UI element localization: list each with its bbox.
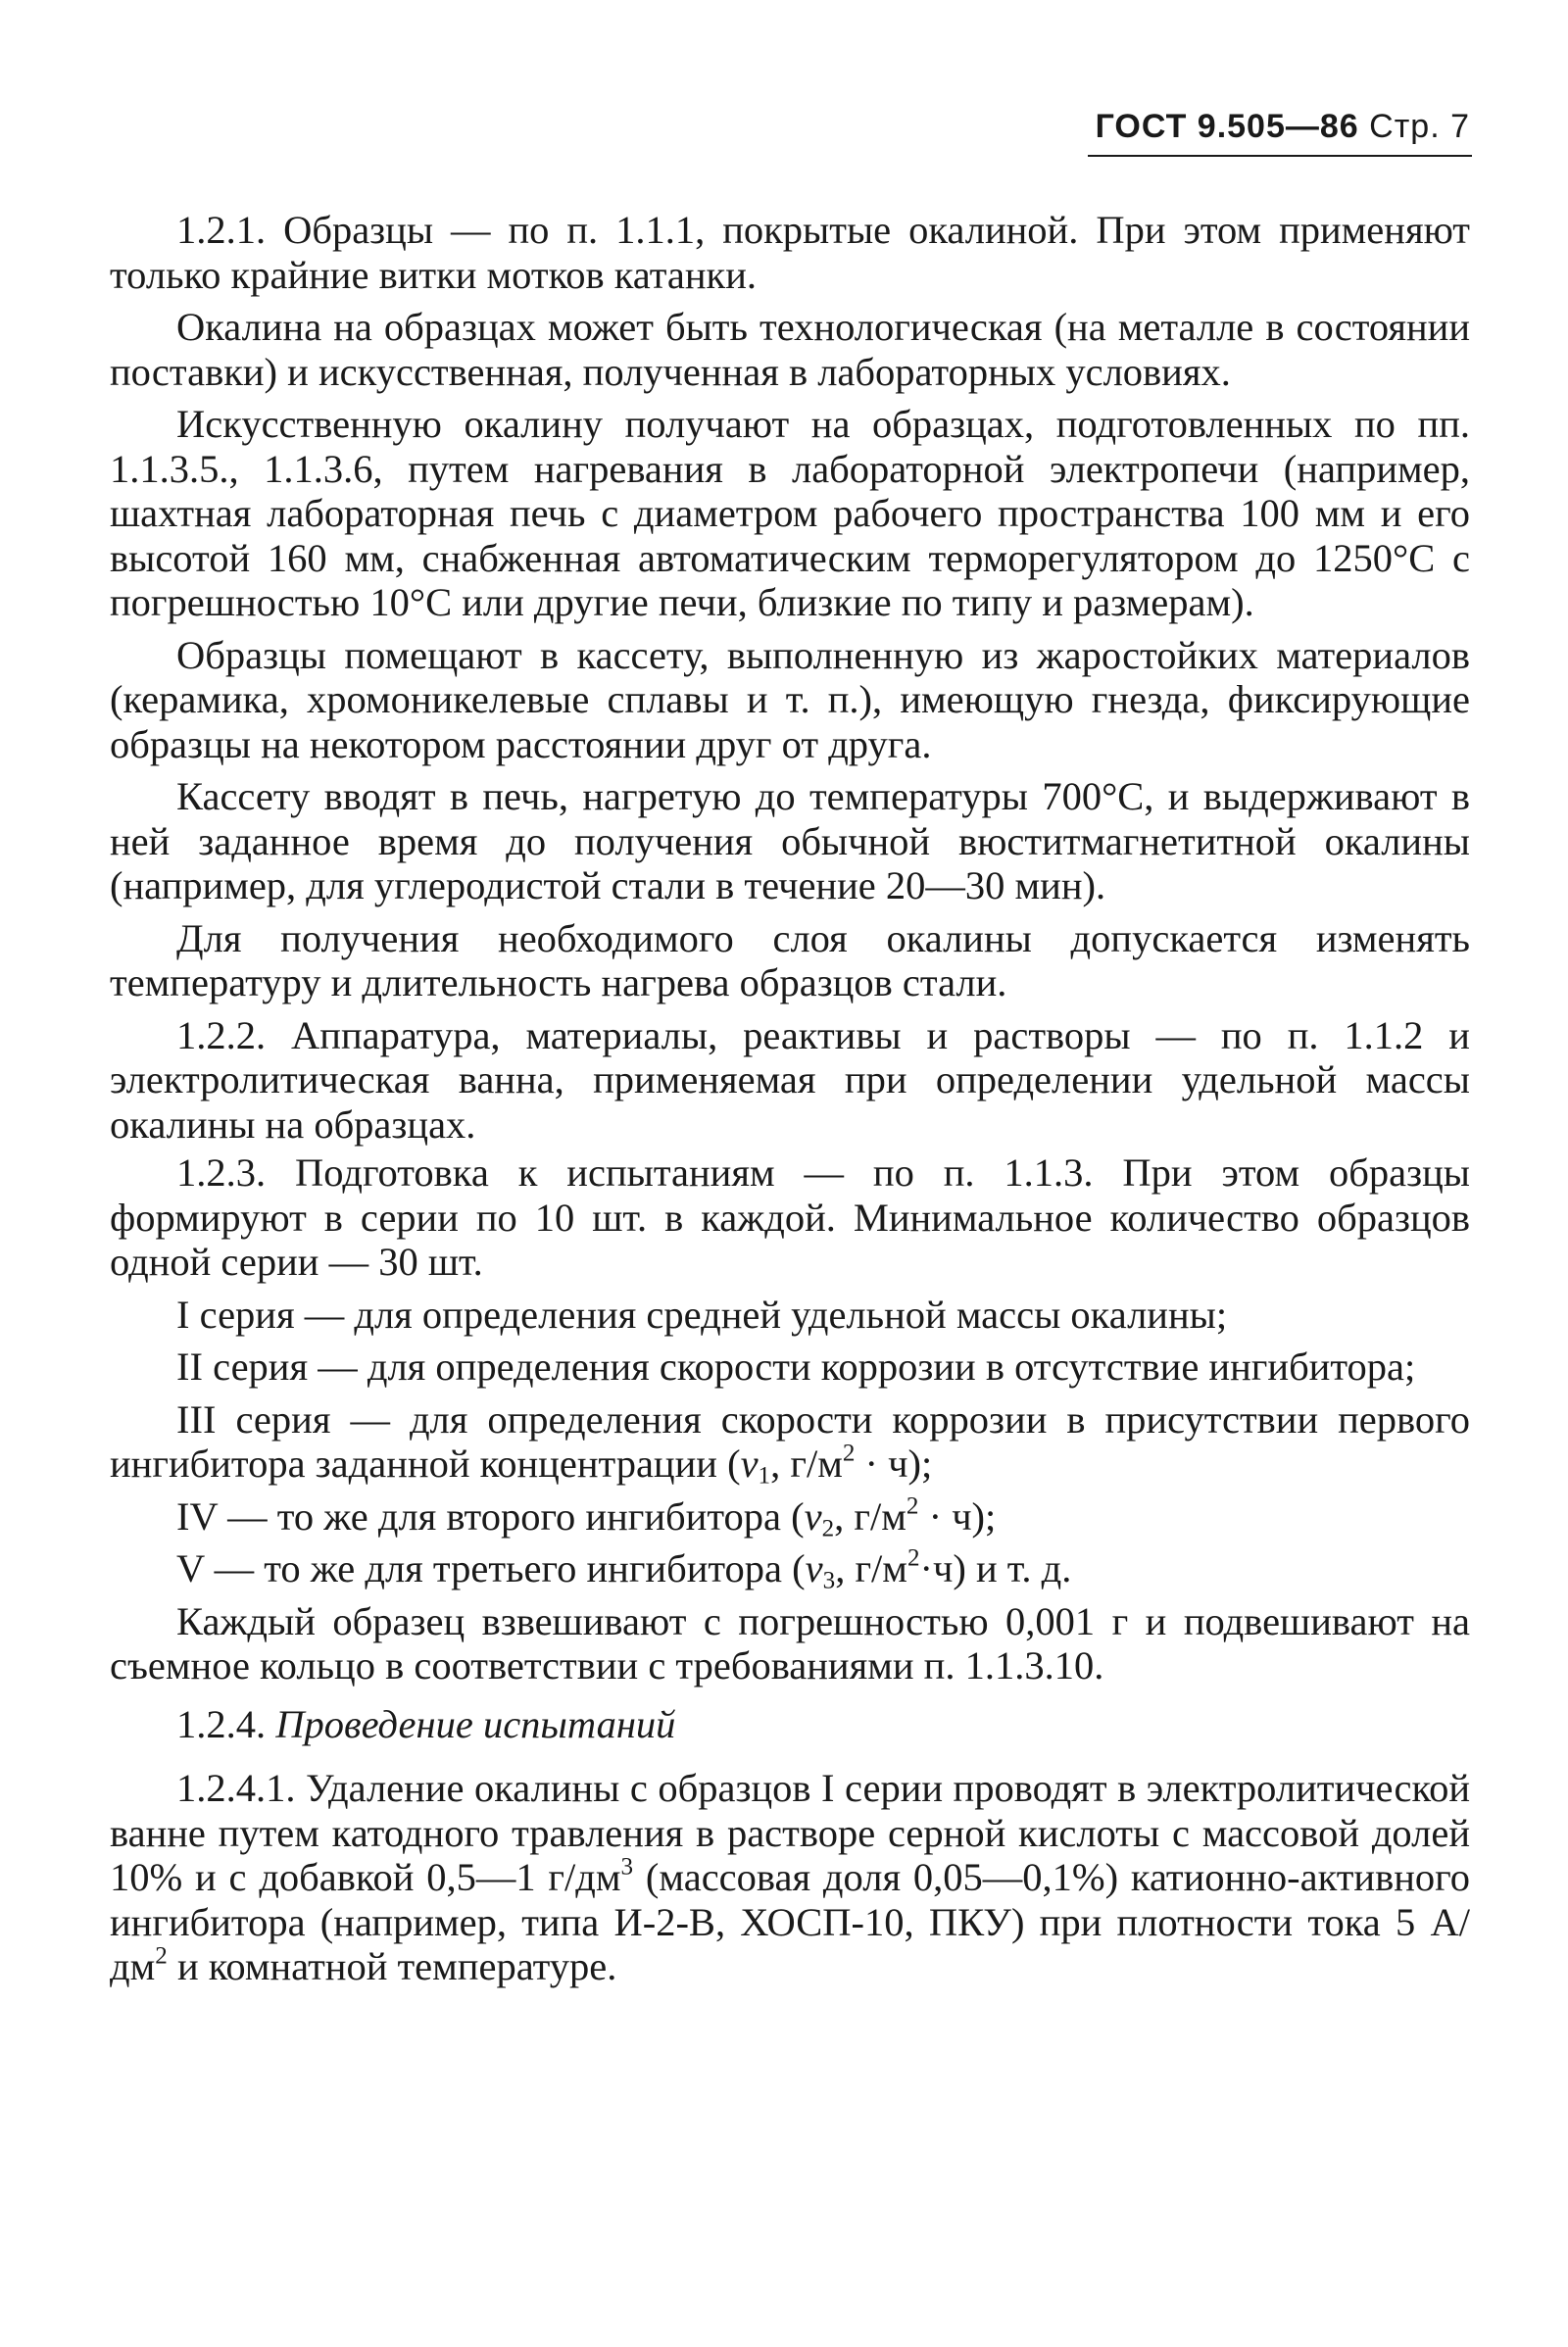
- paragraph-furnace: Кассету вводят в печь, нагретую до температуры 700°С, и выдерживают в ней заданное время до получения обычной вюститмагнетитной окалины (например, для углеродистой стали в течение 20—30 мин).: [110, 774, 1470, 907]
- descaling-sup-1: 3: [620, 1853, 634, 1881]
- paragraph-scale-types: Окалина на образцах может быть технологическая (на металле в состоянии поставки) и искусственная, полученная в лабораторных условиях.: [110, 305, 1470, 394]
- descaling-text-c: и комнатной температуре.: [167, 1944, 617, 1988]
- series-3-sub: 1: [758, 1462, 771, 1490]
- series-5-sub: 3: [822, 1567, 836, 1594]
- descaling-text-b: (массовая доля 0,05—0,1%) катионно-активного ингибитора (например, типа И-2-В, ХОСП-10, ПКУ) при плотности тока 5 А/дм: [110, 1855, 1470, 1988]
- series-3-sup: 2: [842, 1440, 856, 1467]
- series-5-text: V — то же для третьего ингибитора (: [176, 1546, 806, 1590]
- paragraph-1-2-1: 1.2.1. Образцы — по п. 1.1.1, покрытые окалиной. При этом применяют только крайние витки мотков катанки.: [110, 208, 1470, 297]
- series-4-var: v: [804, 1493, 822, 1539]
- series-1-item: I серия — для определения средней удельной массы окалины;: [176, 1292, 1228, 1337]
- paragraph-1-2-4-1: [110, 1766, 1470, 1989]
- section-title: Проведение испытаний: [275, 1701, 676, 1746]
- paragraph-scale-layer: Для получения необходимого слоя окалины допускается изменять температуру и длительность нагрева образцов стали.: [110, 915, 1470, 1004]
- series-3-unit: , г/м: [770, 1442, 843, 1486]
- header-rule: [1088, 155, 1472, 157]
- series-4-sup: 2: [906, 1492, 919, 1520]
- standard-number: ГОСТ 9.505—86: [1095, 108, 1359, 145]
- paragraph-weighing: Каждый образец взвешивают с погрешностью 0,001 г и подвешивают на съемное кольцо в соответствии с требованиями п. 1.1.3.10.: [110, 1598, 1470, 1687]
- series-4-end: · ч);: [918, 1493, 997, 1539]
- series-4-item: [110, 1494, 1470, 1540]
- series-4-unit: , г/м: [834, 1493, 906, 1539]
- page-number: Стр. 7: [1369, 108, 1470, 145]
- paragraph-1-2-3: 1.2.3. Подготовка к испытаниям — по п. 1.1.3. При этом образцы формируют в серии по 10 шт. в каждой. Минимальное количество образцов одной серии — 30 шт.: [110, 1150, 1470, 1284]
- section-number: 1.2.4.: [176, 1701, 276, 1746]
- series-3-end: · ч);: [855, 1442, 933, 1486]
- series-4-text: IV — то же для второго ингибитора (: [176, 1493, 805, 1539]
- paragraph-1-2-2: 1.2.2. Аппаратура, материалы, реактивы и растворы — по п. 1.1.2 и электролитическая ванна, применяемая при определении удельной массы окалины на образцах.: [110, 1012, 1470, 1147]
- series-5-sup: 2: [906, 1544, 920, 1572]
- series-5-end: ·ч) и т. д.: [919, 1546, 1072, 1590]
- series-5-item: [110, 1544, 1470, 1594]
- series-3-text: III серия — для определения скорости коррозии в присутствии первого ингибитора заданной концентрации (: [110, 1396, 1470, 1486]
- paragraph-artificial-scale: Искусственную окалину получают на образцах, подготовленных по пп. 1.1.3.5., 1.1.3.6, путем нагревания в лабораторной электропечи (например, шахтная лабораторная печь с диаметром рабочего пространства 100 мм и его высотой 160 мм, снабженная автоматическим терморегулятором до 1250°С с погрешностью 10°С или другие печи, близкие по типу и размерам).: [110, 402, 1470, 624]
- section-heading-1-2-4: [110, 1702, 1470, 1747]
- descaling-sup-2: 2: [155, 1942, 168, 1970]
- body-text: [110, 208, 1470, 1997]
- series-4-sub: 2: [821, 1514, 835, 1541]
- series-5-unit: , г/м: [835, 1546, 907, 1590]
- page-header: [1096, 108, 1470, 146]
- series-3-item: [110, 1396, 1470, 1490]
- paragraph-cassette: Образцы помещают в кассету, выполненную из жаростойких материалов (керамика, хромоникелевые сплавы и т. п.), имеющую гнезда, фиксирующие образцы на некотором расстоянии друг от друга.: [110, 632, 1470, 766]
- series-2-item: II серия — для определения скорости коррозии в отсутствие ингибитора;: [176, 1345, 1416, 1389]
- series-5-var: v: [805, 1546, 823, 1590]
- descaling-text-a: 1.2.4.1. Удаление окалины с образцов I серии проводят в электролитической ванне путем катодного травления в растворе серной кислоты с массовой долей 10% и с добавкой 0,5—1 г/дм: [110, 1766, 1470, 1899]
- series-3-var: v: [740, 1442, 759, 1486]
